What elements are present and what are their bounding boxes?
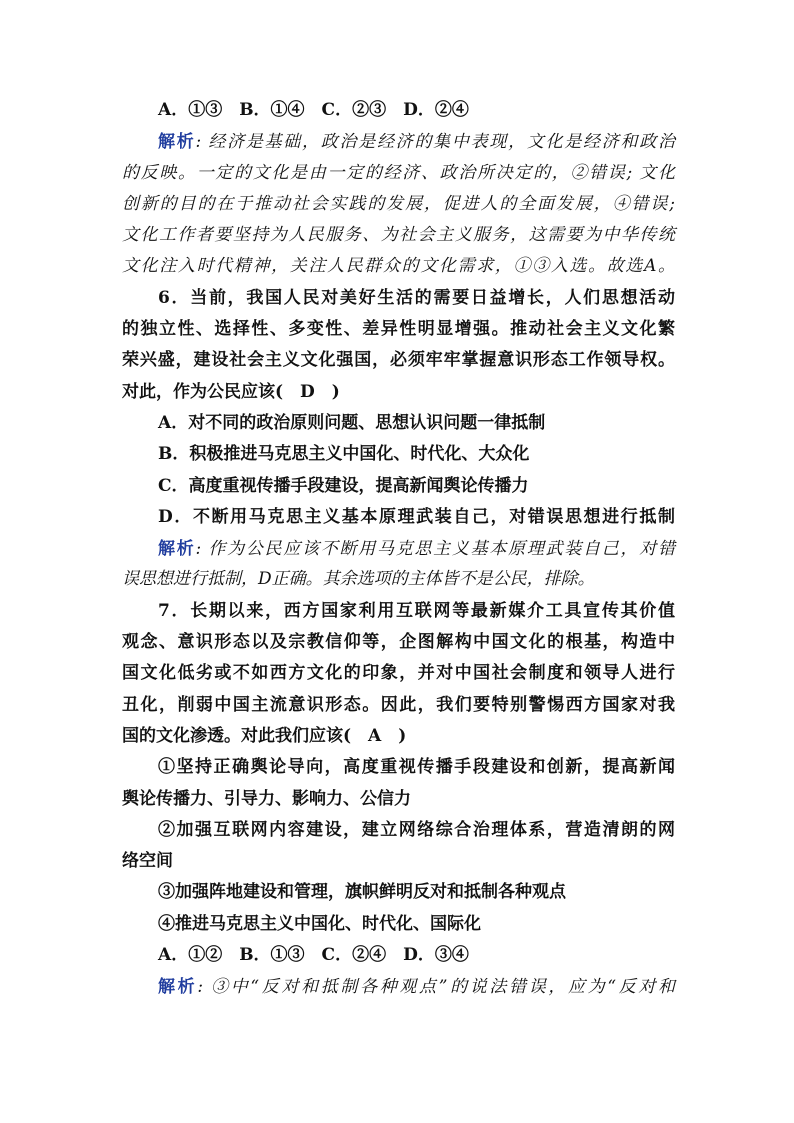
- q6-option-b: B．积极推进马克思主义中国化、时代化、大众化: [158, 444, 530, 465]
- analysis-label: 解析: [158, 132, 196, 152]
- q5-analysis-line-1: 解析: 经济是基础，政治是经济的集中表现，文化是经济和政治: [158, 132, 676, 153]
- q7-analysis-line-1: 解析: ③中“反对和抵制各种观点”的说法错误，应为“反对和: [158, 977, 676, 998]
- q6-stem-line-3: 荣兴盛，建设社会主义文化强国，必须牢牢掌握意识形态工作领导权。: [122, 350, 675, 371]
- document-page: [122, 95, 675, 1003]
- q7-item-4: ④推进马克思主义中国化、时代化、国际化: [158, 913, 481, 934]
- q6-option-c: C．高度重视传播手段建设，提高新闻舆论传播力: [158, 475, 529, 496]
- q7-item-2-line-1: ②加强互联网内容建设，建立网络综合治理体系，营造清朗的网: [158, 819, 675, 840]
- q6-analysis-line-1: 解析: 作为公民应该不断用马克思主义基本原理武装自己，对错: [158, 539, 676, 560]
- analysis-label: 解析: [158, 539, 196, 559]
- q7-stem-line-2: 观念、意识形态以及宗教信仰等，企图解构中国文化的根基，构造中: [122, 632, 675, 653]
- q6-option-d: D．不断用马克思主义基本原理武装自己，对错误思想进行抵制: [158, 506, 675, 527]
- q7-item-2-line-2: 络空间: [122, 851, 173, 872]
- q7-stem-line-3: 国文化低劣或不如西方文化的印象，并对中国社会制度和领导人进行: [122, 663, 675, 684]
- analysis-label: 解析: [158, 977, 198, 997]
- q7-stem-line-1: 7．长期以来，西方国家利用互联网等最新媒介工具宣传其价值: [158, 600, 675, 621]
- q7-item-1-line-1: ①坚持正确舆论导向，高度重视传播手段建设和创新，提高新闻: [158, 757, 675, 778]
- q5-analysis-line-5: 文化注入时代精神，关注人民群众的文化需求，①③入选。故选A。: [122, 256, 675, 277]
- q5-options: A．①③ B．①④ C．②③ D．②④: [158, 100, 469, 120]
- q5-analysis-line-4: 文化工作者要坚持为人民服务、为社会主义服务，这需要为中华传统: [122, 225, 675, 246]
- q7-item-1-line-2: 舆论传播力、引导力、影响力、公信力: [122, 788, 411, 809]
- q5-analysis-line-3: 创新的目的在于推动社会实践的发展，促进人的全面发展，④错误;: [122, 193, 675, 214]
- q7-stem-line-5: 国的文化渗透。对此我们应该( A ): [122, 725, 407, 746]
- q5-analysis-line-2: 的反映。一定的文化是由一定的经济、政治所决定的，②错误; 文化: [122, 162, 675, 183]
- q6-option-a: A．对不同的政治原则问题、思想认识问题一律抵制: [158, 412, 546, 433]
- q6-stem-line-2: 的独立性、选择性、多变性、差异性明显增强。推动社会主义文化繁: [122, 319, 675, 340]
- q6-analysis-line-2: 误思想进行抵制，D正确。其余选项的主体皆不是公民，排除。: [122, 569, 595, 590]
- q7-stem-line-4: 丑化，削弱中国主流意识形态。因此，我们要特别警惕西方国家对我: [122, 694, 675, 715]
- q6-stem-line-1: 6．当前，我国人民对美好生活的需要日益增长，人们思想活动: [158, 287, 675, 308]
- q7-item-3: ③加强阵地建设和管理，旗帜鲜明反对和抵制各种观点: [158, 882, 566, 903]
- q6-stem-line-4: 对此，作为公民应该( D ): [122, 381, 340, 402]
- q7-options: A．①② B．①③ C．②④ D．③④: [158, 945, 469, 966]
